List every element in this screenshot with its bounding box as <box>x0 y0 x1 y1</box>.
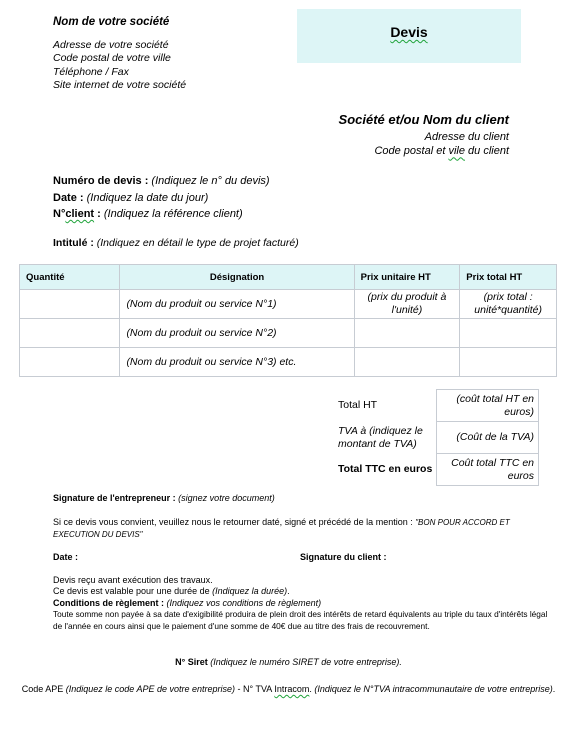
table-header-row <box>20 265 557 290</box>
total-ht-value[interactable]: (coût total HT en euros) <box>437 390 539 422</box>
signature-date-label: Date : <box>53 552 79 562</box>
header-total: Prix total HT <box>460 265 557 290</box>
conditions-value: (Indiquez vos conditions de règlement) <box>166 597 322 608</box>
siret-value: (Indiquez le numéro SIRET de votre entreprise). <box>210 657 402 667</box>
items-table <box>19 264 557 377</box>
client-postal <box>339 144 509 158</box>
validity-prefix: Ce devis est valable pour une durée de <box>53 586 213 597</box>
total-ttc-row <box>332 454 539 486</box>
approval-mention-text: Si ce devis vous convient, veuillez nous le retourner daté, signé et précédé de la mention : <box>53 517 416 527</box>
ape-tva-line <box>20 683 557 696</box>
sender-postal: Code postal de votre ville <box>53 52 171 65</box>
cell-designation[interactable]: (Nom du produit ou service N°3) etc. <box>120 348 354 377</box>
terms-block <box>53 575 553 632</box>
header-unit-price: Prix unitaire HT <box>354 265 460 290</box>
document-title-box <box>297 9 521 63</box>
date-label: Date : <box>53 192 87 204</box>
intitule-value: (Indiquez en détail le type de projet facturé) <box>96 237 299 249</box>
client-postal-city: vile <box>448 145 465 158</box>
entrepreneur-signature-value: (signez votre document) <box>178 493 275 503</box>
client-name: Société et/ou Nom du client <box>338 112 509 127</box>
cell-designation[interactable]: (Nom du produit ou service N°1) <box>120 290 354 319</box>
entrepreneur-signature-line <box>53 493 275 503</box>
client-ref-value: (Indiquez la référence client) <box>103 208 243 220</box>
header-quantity: Quantité <box>20 265 120 290</box>
validity-value: (Indiquez la durée) <box>212 586 288 597</box>
client-postal-prefix: Code postal et <box>374 145 449 158</box>
cell-unit-price[interactable] <box>354 319 460 348</box>
client-ref-label-prefix: N° <box>53 208 66 220</box>
total-ht-row <box>332 390 539 422</box>
document-title <box>297 24 521 40</box>
cell-quantity[interactable] <box>20 348 120 377</box>
validity-suffix: . <box>287 586 290 597</box>
cell-total[interactable] <box>460 348 557 377</box>
date-value: (Indiquez la date du jour) <box>86 192 209 204</box>
tva-after: . <box>309 684 315 694</box>
table-row <box>20 348 557 377</box>
devis-number-value: (Indiquez le n° du devis) <box>151 175 270 187</box>
approval-mention-value: "BON POUR ACCORD ET EXECUTION DU DEVIS" <box>53 518 510 539</box>
siret-line <box>0 657 577 667</box>
ape-value: (Indiquez le code APE de votre entreprise) <box>65 684 236 694</box>
devis-number-line <box>53 175 270 187</box>
client-address: Adresse du client <box>424 131 509 143</box>
conditions-line <box>53 598 553 609</box>
client-block <box>339 112 509 159</box>
client-postal-suffix: du client <box>464 145 509 158</box>
cell-total[interactable]: (prix total : unité*quantité) <box>460 290 557 319</box>
totals-table <box>332 389 539 486</box>
approval-mention <box>53 517 553 540</box>
sender-phone: Téléphone / Fax <box>53 65 129 78</box>
client-ref-line <box>53 208 243 220</box>
date-line <box>53 192 208 204</box>
total-ht-label: Total HT <box>338 399 378 411</box>
received-notice: Devis reçu avant exécution des travaux. <box>53 575 213 585</box>
footer-end: . <box>552 684 556 694</box>
cell-total[interactable] <box>460 319 557 348</box>
cell-designation[interactable]: (Nom du produit ou service N°2) <box>120 319 354 348</box>
sender-address: Adresse de votre société <box>53 39 169 51</box>
sender-website: Site internet de votre société <box>53 78 187 91</box>
total-ttc-label: Total TTC en euros <box>338 463 433 475</box>
header-designation: Désignation <box>120 265 354 290</box>
tva-intracom-word: Intracom <box>274 684 310 694</box>
document-title-text: Devis <box>390 24 428 40</box>
tva-sep: - N° TVA <box>235 684 275 694</box>
intitule-line <box>53 237 299 249</box>
tva-value: (Indiquez le N°TVA intracommunautaire de votre entreprise) <box>314 684 553 694</box>
cell-unit-price[interactable] <box>354 348 460 377</box>
penalties-text: Toute somme non payée à sa date d'exigibilité produira de plein droit des intérêts de retard équivalents au triple du taux d'intérêts légal de l'année en cours ainsi que le paiement d'une somme de 40€ due au titre des frais de recouvrement. <box>53 609 548 631</box>
client-ref-label-suffix: : <box>94 208 104 220</box>
validity-line <box>53 586 553 597</box>
intitule-label: Intitulé : <box>53 237 97 249</box>
cell-quantity[interactable] <box>20 319 120 348</box>
siret-label: N° Siret <box>175 657 211 667</box>
table-row <box>20 290 557 319</box>
entrepreneur-signature-label: Signature de l'entrepreneur : <box>53 493 179 503</box>
devis-number-label: Numéro de devis : <box>53 175 152 187</box>
sender-name: Nom de votre société <box>53 16 170 28</box>
tva-row <box>332 422 539 454</box>
sender-block <box>53 16 283 92</box>
cell-unit-price[interactable]: (prix du produit à l'unité) <box>354 290 460 319</box>
cell-quantity[interactable] <box>20 290 120 319</box>
total-ttc-value[interactable]: Coût total TTC en euros <box>437 454 539 486</box>
conditions-label: Conditions de règlement : <box>53 597 167 608</box>
tva-value[interactable]: (Coût de la TVA) <box>437 422 539 454</box>
client-ref-label-word: client <box>65 208 95 220</box>
ape-label: Code APE <box>21 684 66 694</box>
tva-label: TVA à (indiquez le montant de TVA) <box>338 424 423 450</box>
client-signature-label: Signature du client : <box>300 552 387 562</box>
table-row <box>20 319 557 348</box>
